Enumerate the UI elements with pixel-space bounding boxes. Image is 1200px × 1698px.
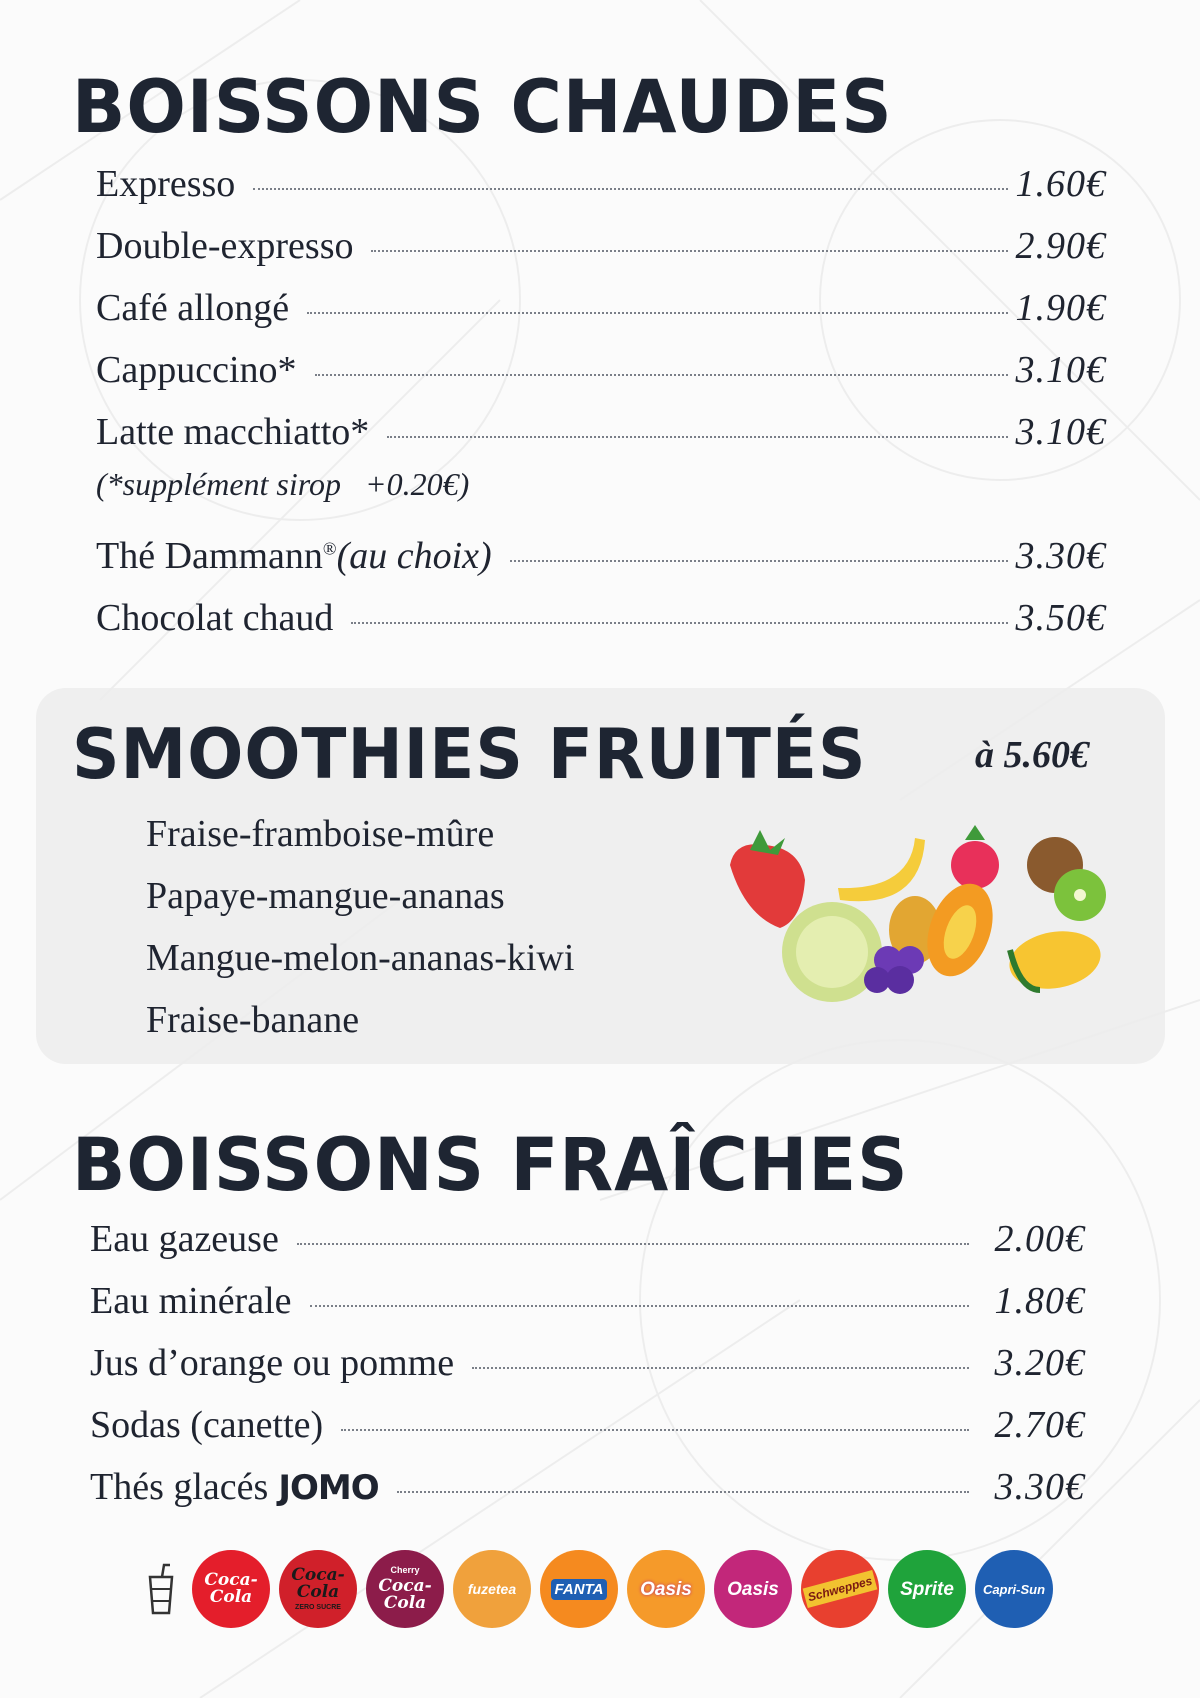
smoothie-item: Fraise-framboise-mûre	[146, 813, 495, 855]
item-name: Latte macchiatto*	[96, 411, 370, 453]
dot-leader	[315, 374, 1008, 376]
menu-row	[90, 1220, 1085, 1258]
cup-icon	[146, 1563, 176, 1617]
smoothie-item: Mangue-melon-ananas-kiwi	[146, 937, 575, 979]
item-name: Expresso	[96, 163, 236, 205]
jomo-logo: JOMO	[278, 1468, 379, 1508]
sprite-logo: Sprite	[888, 1550, 966, 1628]
menu-row	[96, 289, 1106, 327]
hot-drinks-title: BOISSONS CHAUDES	[72, 63, 893, 151]
item-price: 3.30€	[1015, 535, 1106, 577]
fuzetea-logo: fuzetea	[453, 1550, 531, 1628]
dot-leader	[371, 250, 1007, 252]
syrup-note	[96, 466, 469, 503]
dot-leader	[510, 560, 1008, 562]
syrup-note-text: (*supplément sirop	[96, 466, 342, 502]
menu-row	[96, 599, 1106, 637]
dot-leader	[397, 1491, 969, 1493]
smoothie-item: Fraise-banane	[146, 999, 360, 1041]
dot-leader	[253, 188, 1007, 190]
dot-leader	[387, 436, 1007, 438]
item-name: Cappuccino*	[96, 349, 297, 391]
item-price: 3.10€	[1015, 411, 1106, 453]
item-price: 3.30€	[994, 1466, 1085, 1508]
capri-sun-logo: Capri-Sun	[975, 1550, 1053, 1628]
item-price: 2.90€	[1015, 225, 1106, 267]
dot-leader	[472, 1367, 968, 1369]
item-price: 1.80€	[994, 1280, 1085, 1322]
item-price: 2.00€	[994, 1218, 1085, 1260]
menu-row	[96, 227, 1106, 265]
kiwi-icon	[1027, 837, 1106, 921]
banana-icon	[838, 838, 925, 901]
item-name: Sodas (canette)	[90, 1404, 324, 1446]
iced-tea-name: Thés glacés	[90, 1466, 269, 1508]
menu-row	[96, 537, 1106, 575]
menu-row	[96, 165, 1106, 203]
schweppes-logo: Schweppes	[801, 1550, 879, 1628]
fanta-logo: FANTA	[540, 1550, 618, 1628]
item-name: Jus d’orange ou pomme	[90, 1342, 455, 1384]
item-name	[96, 537, 492, 575]
menu-row	[96, 413, 1106, 451]
item-price: 1.90€	[1015, 287, 1106, 329]
tea-name: Thé Dammann	[96, 535, 323, 577]
smoothies-title: SMOOTHIES FRUITÉS	[72, 714, 867, 795]
tea-choice: (au choix)	[336, 535, 492, 577]
item-name	[90, 1468, 379, 1506]
coca-cola-zero-logo: Coca-Cola ZERO SUCRE	[279, 1550, 357, 1628]
item-name: Eau gazeuse	[90, 1218, 279, 1260]
item-name: Double-expresso	[96, 225, 354, 267]
dot-leader	[310, 1305, 969, 1307]
item-price: 3.50€	[1015, 597, 1106, 639]
item-price: 2.70€	[994, 1404, 1085, 1446]
oasis-logo: Oasis	[627, 1550, 705, 1628]
item-price: 3.20€	[994, 1342, 1085, 1384]
menu-row	[90, 1468, 1085, 1506]
cold-drinks-title: BOISSONS FRAÎCHES	[72, 1121, 909, 1209]
dot-leader	[297, 1243, 969, 1245]
dot-leader	[351, 622, 1007, 624]
item-price: 3.10€	[1015, 349, 1106, 391]
coca-cola-cherry-logo: Cherry Coca-Cola	[366, 1550, 444, 1628]
registered-mark: ®	[322, 538, 337, 559]
coca-cola-logo: Coca-Cola	[192, 1550, 270, 1628]
item-name: Café allongé	[96, 287, 290, 329]
fruits-illustration	[720, 820, 1120, 1010]
dot-leader	[307, 312, 1007, 314]
item-name: Chocolat chaud	[96, 597, 334, 639]
item-name: Eau minérale	[90, 1280, 292, 1322]
menu-row	[96, 351, 1106, 389]
smoothies-price: à 5.60€	[975, 734, 1089, 776]
item-price: 1.60€	[1015, 163, 1106, 205]
raspberry-icon	[951, 825, 999, 889]
menu-row	[90, 1344, 1085, 1382]
menu-row	[90, 1282, 1085, 1320]
dot-leader	[341, 1429, 968, 1431]
mango-icon	[1005, 924, 1105, 995]
oasis-tropical-logo: Oasis	[714, 1550, 792, 1628]
syrup-price: +0.20€)	[365, 466, 470, 502]
smoothie-item: Papaye-mangue-ananas	[146, 875, 505, 917]
menu-row	[90, 1406, 1085, 1444]
strawberry-icon	[730, 830, 805, 928]
